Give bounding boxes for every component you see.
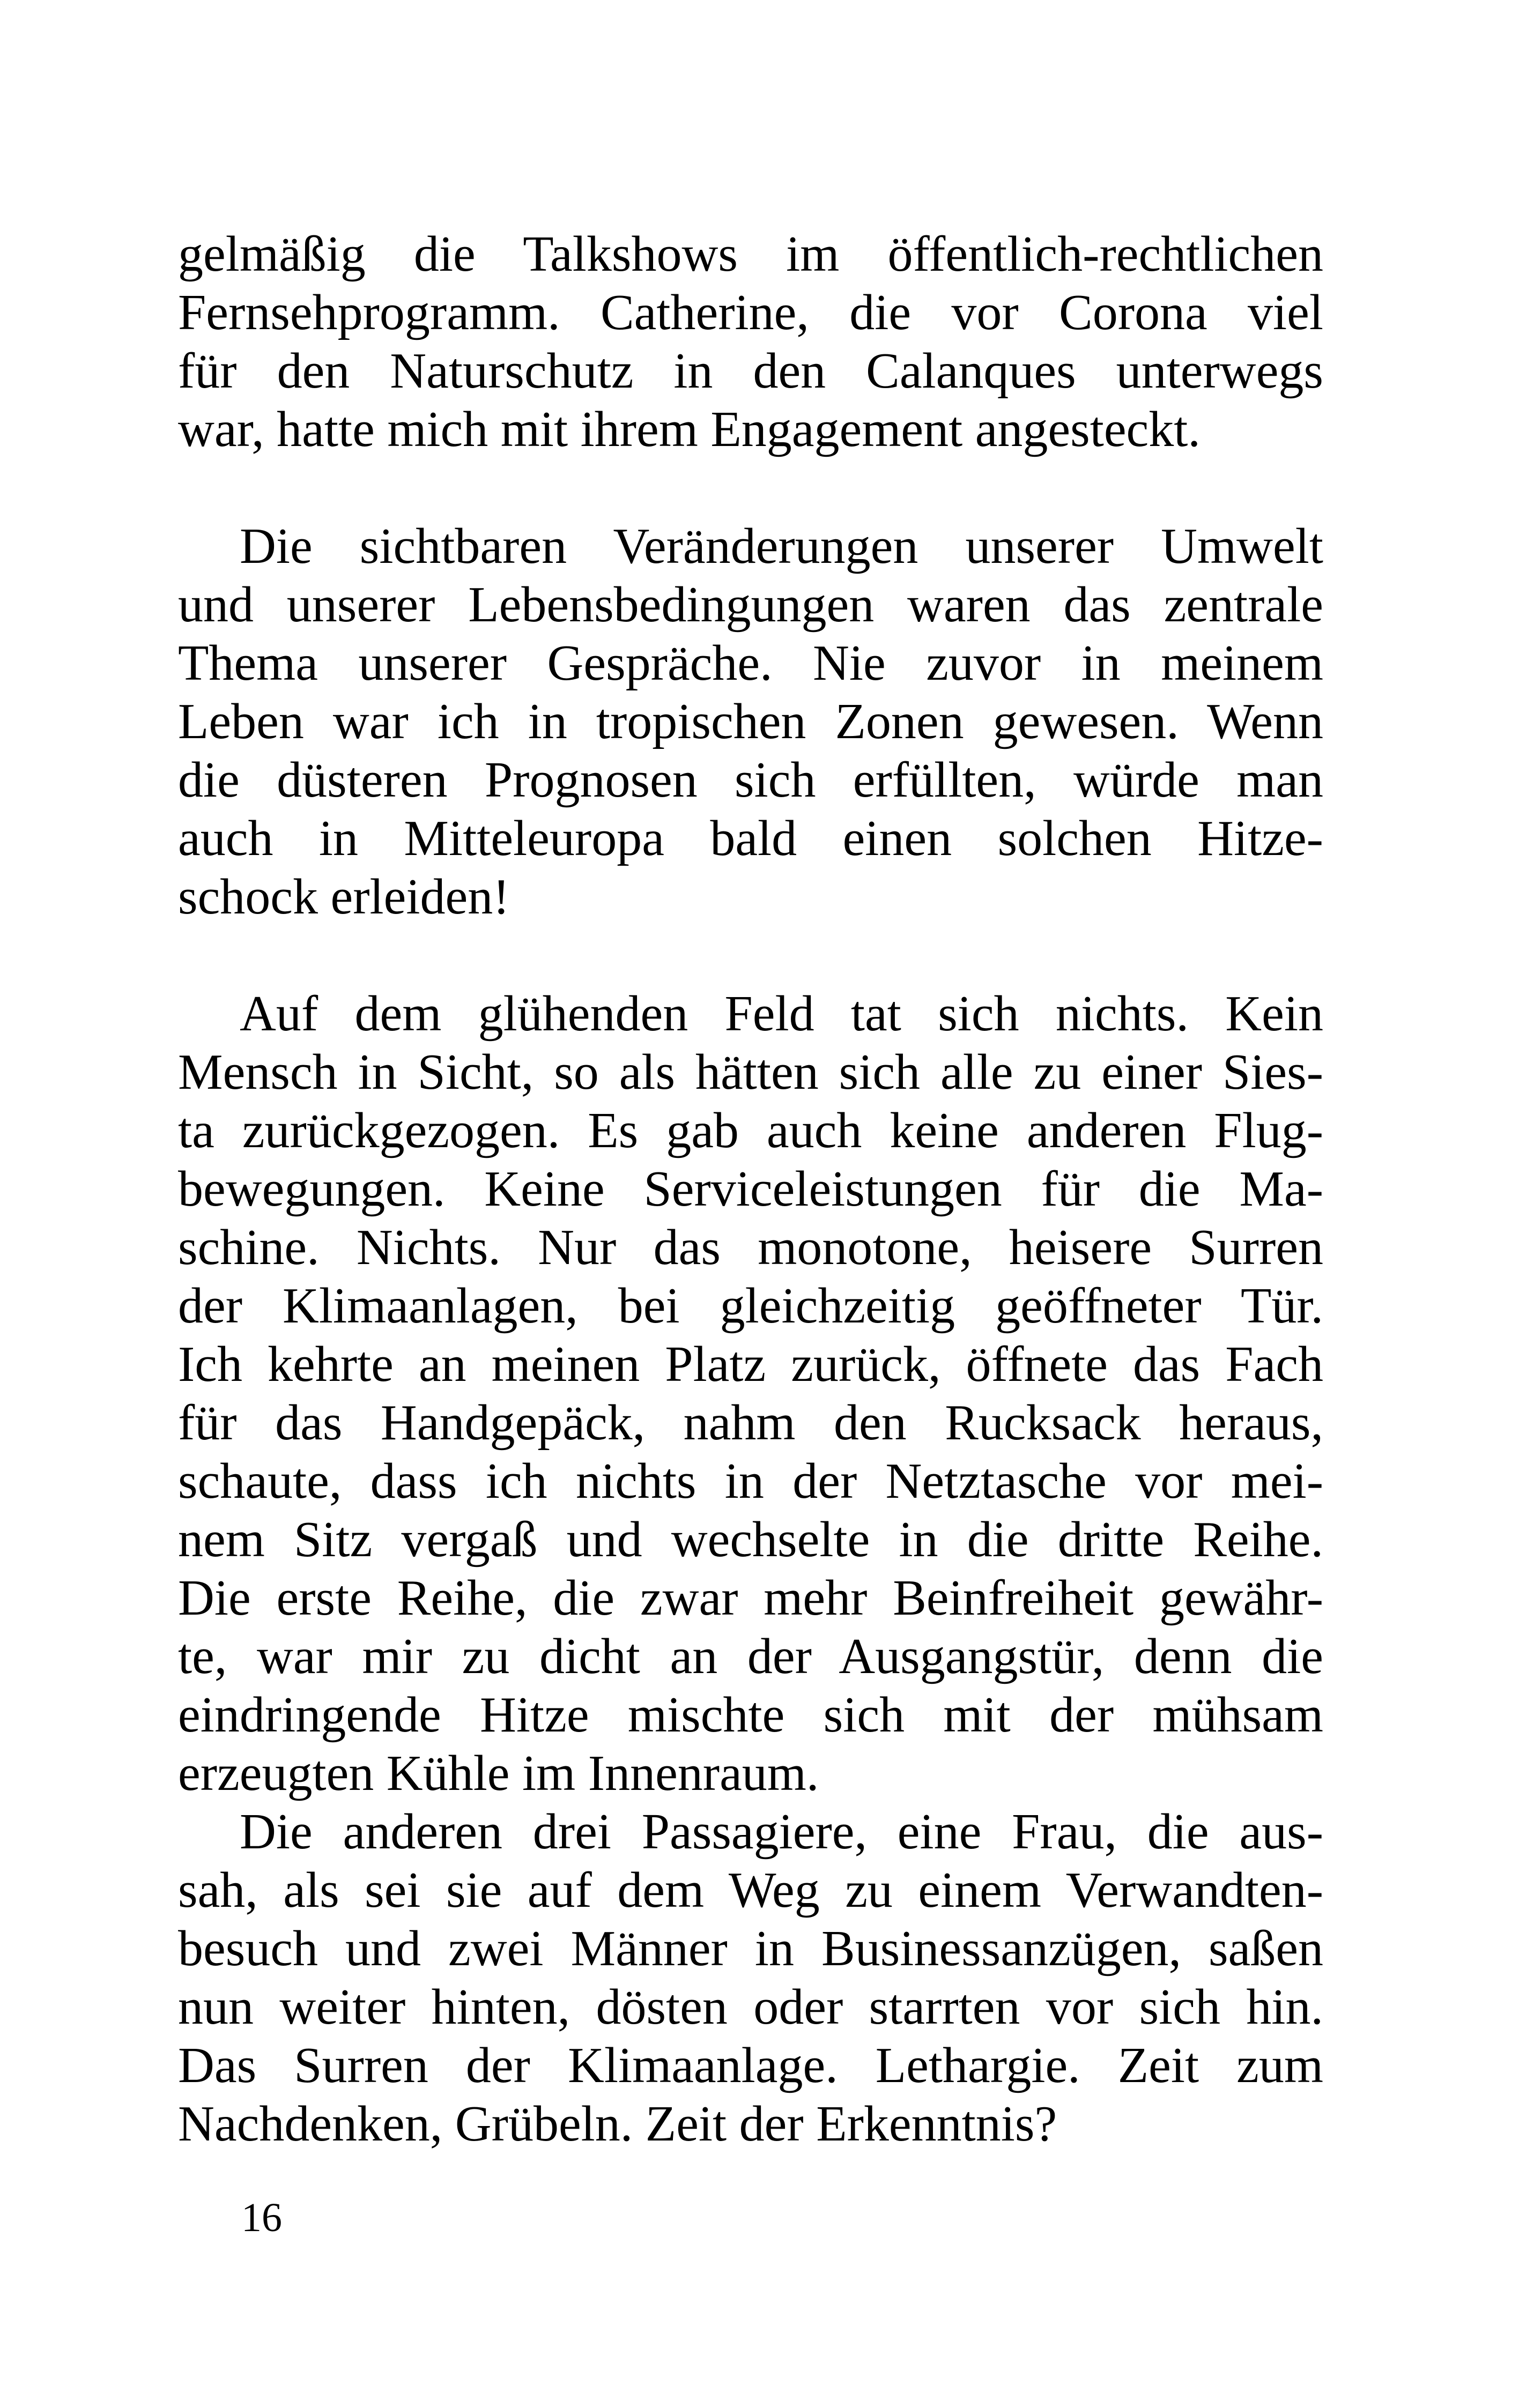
paragraph-4 <box>178 1803 1323 2153</box>
paragraph-1 <box>178 225 1323 459</box>
text-line: für das Handgepäck, nahm den Rucksack heraus, <box>178 1395 1323 1451</box>
text-line: Ich kehrte an meinen Platz zurück, öffnete das Fach <box>178 1336 1323 1392</box>
text-line: Fernsehprogramm. Catherine, die vor Corona viel <box>178 285 1323 340</box>
text-line: besuch und zwei Männer in Businessanzügen, saßen <box>178 1921 1323 1976</box>
body-text <box>178 0 1323 2153</box>
text-line: Die erste Reihe, die zwar mehr Beinfreiheit gewähr- <box>178 1570 1323 1626</box>
text-line: Leben war ich in tropischen Zonen gewesen. Wenn <box>178 694 1323 749</box>
text-line: schock erleiden! <box>178 869 510 925</box>
text-line: Thema unserer Gespräche. Nie zuvor in meinem <box>178 635 1323 691</box>
paragraph-2 <box>178 517 1323 926</box>
text-line: eindringende Hitze mischte sich mit der mühsam <box>178 1687 1323 1743</box>
text-line: die düsteren Prognosen sich erfüllten, würde man <box>178 752 1323 808</box>
text-line: Die sichtbaren Veränderungen unserer Umwelt <box>240 518 1323 574</box>
text-line: schine. Nichts. Nur das monotone, heisere Surren <box>178 1220 1323 1275</box>
text-line: und unserer Lebensbedingungen waren das zentrale <box>178 577 1323 633</box>
text-line: Die anderen drei Passagiere, eine Frau, die aus- <box>240 1804 1323 1860</box>
text-line: sah, als sei sie auf dem Weg zu einem Verwandten- <box>178 1862 1323 1918</box>
text-line: erzeugten Kühle im Innenraum. <box>178 1745 819 1801</box>
text-line: Nachdenken, Grübeln. Zeit der Erkenntnis? <box>178 2096 1057 2152</box>
text-line: für den Naturschutz in den Calanques unterwegs <box>178 343 1323 399</box>
text-line: nem Sitz vergaß und wechselte in die dritte Reihe. <box>178 1512 1323 1567</box>
text-line: te, war mir zu dicht an der Ausgangstür, denn die <box>178 1629 1323 1684</box>
text-line: gelmäßig die Talkshows im öffentlich-rechtlichen <box>178 226 1323 282</box>
text-line: Das Surren der Klimaanlage. Lethargie. Zeit zum <box>178 2038 1323 2093</box>
text-line: auch in Mitteleuropa bald einen solchen Hitze- <box>178 811 1323 866</box>
text-line: schaute, dass ich nichts in der Netztasche vor mei- <box>178 1453 1323 1509</box>
page-number: 16 <box>241 2195 282 2240</box>
text-line: bewegungen. Keine Serviceleistungen für die Ma- <box>178 1161 1323 1217</box>
text-line: ta zurückgezogen. Es gab auch keine anderen Flug- <box>178 1103 1323 1158</box>
paragraph-3 <box>178 985 1323 1803</box>
text-line: nun weiter hinten, dösten oder starrten vor sich hin. <box>178 1979 1323 2035</box>
text-line: Mensch in Sicht, so als hätten sich alle zu einer Sies- <box>178 1044 1323 1100</box>
text-line: war, hatte mich mit ihrem Engagement angesteckt. <box>178 402 1201 457</box>
text-line: Auf dem glühenden Feld tat sich nichts. Kein <box>240 986 1323 1042</box>
text-line: der Klimaanlagen, bei gleichzeitig geöffneter Tür. <box>178 1278 1323 1334</box>
